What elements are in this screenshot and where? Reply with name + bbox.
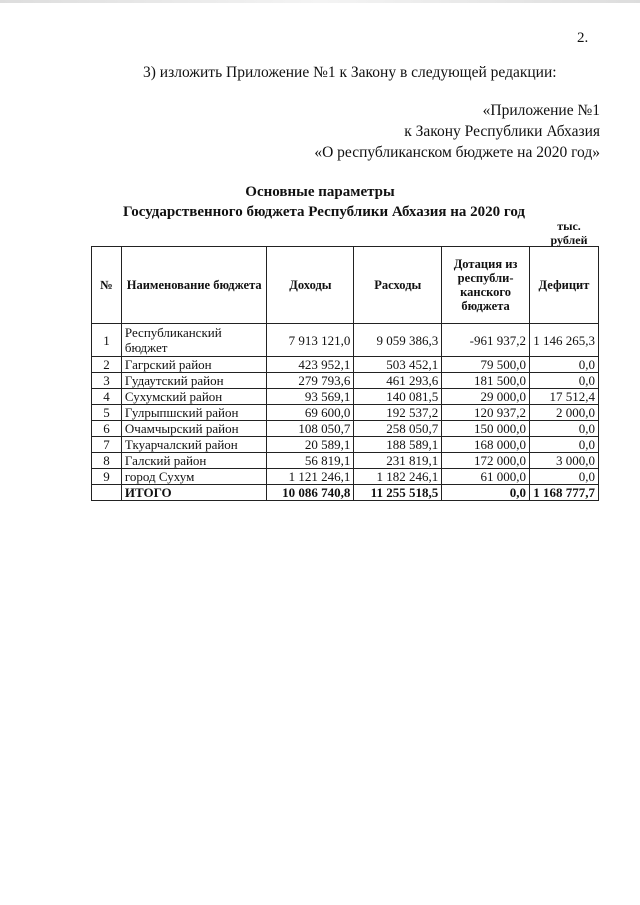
table-row	[92, 405, 599, 421]
row-index: 8	[92, 453, 122, 469]
appendix-reference	[314, 100, 600, 163]
subsidy-cell: 61 000,0	[442, 469, 530, 485]
intro-text: 3) изложить Приложение №1 к Закону в следующей редакции:	[143, 64, 557, 81]
scan-edge	[0, 0, 640, 3]
table-row	[92, 324, 599, 357]
subsidy-cell: 168 000,0	[442, 437, 530, 453]
deficit-cell: 17 512,4	[529, 389, 598, 405]
row-index: 6	[92, 421, 122, 437]
row-index: 5	[92, 405, 122, 421]
row-index: 7	[92, 437, 122, 453]
row-index: 1	[92, 324, 122, 357]
subsidy-cell: 150 000,0	[442, 421, 530, 437]
expense-cell: 192 537,2	[354, 405, 442, 421]
column-header: Расходы	[354, 247, 442, 324]
units-line: тыс.	[557, 219, 581, 233]
table-row	[92, 421, 599, 437]
revenue-cell: 56 819,1	[267, 453, 354, 469]
table-row	[92, 437, 599, 453]
revenue-cell: 423 952,1	[267, 357, 354, 373]
deficit-cell: 0,0	[529, 357, 598, 373]
budget-name: ИТОГО	[121, 485, 267, 501]
subsidy-cell: 29 000,0	[442, 389, 530, 405]
table-body	[92, 324, 599, 501]
column-header: Дотация из республи-канского бюджета	[442, 247, 530, 324]
expense-cell: 503 452,1	[354, 357, 442, 373]
expense-cell: 140 081,5	[354, 389, 442, 405]
table-row	[92, 453, 599, 469]
revenue-cell: 93 569,1	[267, 389, 354, 405]
row-index: 3	[92, 373, 122, 389]
revenue-cell: 1 121 246,1	[267, 469, 354, 485]
expense-cell: 188 589,1	[354, 437, 442, 453]
column-header: Наименование бюджета	[121, 247, 267, 324]
subsidy-cell: 181 500,0	[442, 373, 530, 389]
table-header-row	[92, 247, 599, 324]
revenue-cell: 20 589,1	[267, 437, 354, 453]
table-row	[92, 373, 599, 389]
budget-table	[91, 246, 599, 501]
row-index: 9	[92, 469, 122, 485]
subsidy-cell: 120 937,2	[442, 405, 530, 421]
table-row	[92, 357, 599, 373]
appendix-ref-line: к Закону Республики Абхазия	[404, 123, 600, 140]
column-header: Дефицит	[529, 247, 598, 324]
page-number: 2.	[577, 30, 589, 46]
expense-cell: 1 182 246,1	[354, 469, 442, 485]
subsidy-cell: -961 937,2	[442, 324, 530, 357]
deficit-cell: 2 000,0	[529, 405, 598, 421]
budget-name: город Сухум	[121, 469, 267, 485]
expense-cell: 461 293,6	[354, 373, 442, 389]
budget-name: Гагрский район	[121, 357, 267, 373]
column-header: Доходы	[267, 247, 354, 324]
budget-name: Гудаутский район	[121, 373, 267, 389]
row-index: 2	[92, 357, 122, 373]
table-row	[92, 389, 599, 405]
expense-cell: 258 050,7	[354, 421, 442, 437]
budget-name: Республиканский бюджет	[121, 324, 267, 357]
table-title	[0, 182, 640, 222]
subsidy-cell: 79 500,0	[442, 357, 530, 373]
units-label	[545, 219, 593, 247]
revenue-cell: 279 793,6	[267, 373, 354, 389]
deficit-cell: 0,0	[529, 373, 598, 389]
column-header: №	[92, 247, 122, 324]
revenue-cell: 108 050,7	[267, 421, 354, 437]
budget-name: Галский район	[121, 453, 267, 469]
revenue-cell: 7 913 121,0	[267, 324, 354, 357]
subsidy-cell: 172 000,0	[442, 453, 530, 469]
deficit-cell: 0,0	[529, 437, 598, 453]
budget-name: Ткуарчалский район	[121, 437, 267, 453]
table-row	[92, 469, 599, 485]
appendix-ref-line: «О республиканском бюджете на 2020 год»	[314, 144, 600, 161]
deficit-cell: 0,0	[529, 469, 598, 485]
budget-name: Очамчырский район	[121, 421, 267, 437]
table-total-row	[92, 485, 599, 501]
revenue-cell: 10 086 740,8	[267, 485, 354, 501]
expense-cell: 9 059 386,3	[354, 324, 442, 357]
expense-cell: 11 255 518,5	[354, 485, 442, 501]
revenue-cell: 69 600,0	[267, 405, 354, 421]
units-line: рублей	[550, 233, 588, 247]
expense-cell: 231 819,1	[354, 453, 442, 469]
deficit-cell: 0,0	[529, 421, 598, 437]
budget-name: Сухумский район	[121, 389, 267, 405]
appendix-ref-line: «Приложение №1	[482, 102, 600, 119]
table-title-line: Государственного бюджета Республики Абхазия на 2020 год	[123, 204, 525, 220]
deficit-cell: 3 000,0	[529, 453, 598, 469]
row-index: 4	[92, 389, 122, 405]
table-title-line: Основные параметры	[245, 184, 395, 200]
subsidy-cell: 0,0	[442, 485, 530, 501]
row-index	[92, 485, 122, 501]
budget-name: Гулрыпшский район	[121, 405, 267, 421]
deficit-cell: 1 146 265,3	[529, 324, 598, 357]
deficit-cell: 1 168 777,7	[529, 485, 598, 501]
